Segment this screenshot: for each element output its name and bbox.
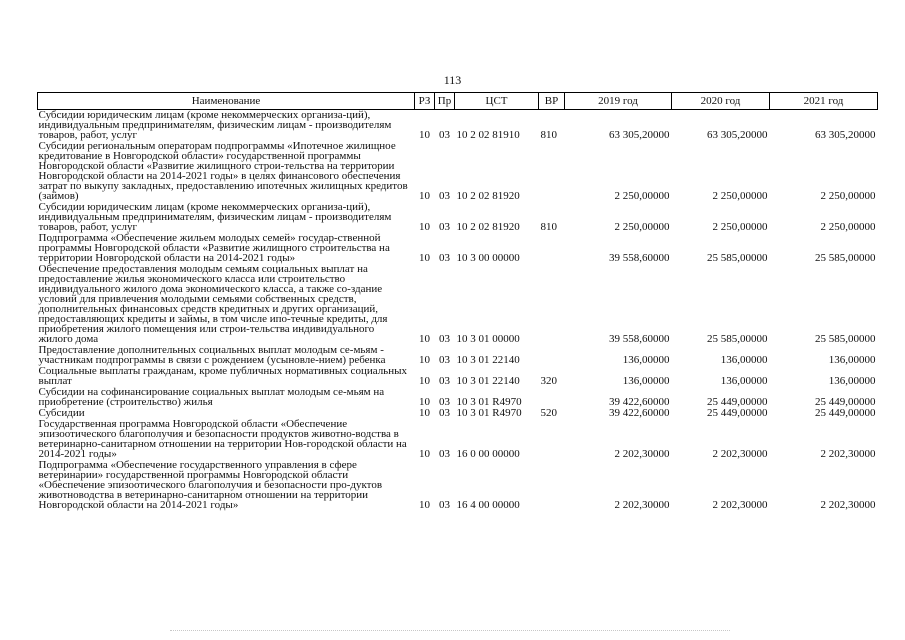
row-pr: 03 — [439, 252, 450, 264]
row-cst: 10 3 00 00000 — [456, 252, 520, 264]
table-header-row — [38, 93, 878, 110]
header-rz: РЗ — [415, 93, 435, 110]
row-pr: 03 — [439, 407, 450, 419]
header-cst: ЦСТ — [455, 93, 539, 110]
row-vr: 320 — [540, 375, 557, 387]
row-name: Предоставление дополнительных социальных выплат молодым се-мьям - участникам подпрограммы в связи с рождением (усыновле-нием) ребенка — [38, 344, 386, 366]
header-2020: 2020 год — [672, 93, 770, 110]
row-2021: 2 250,00000 — [820, 190, 876, 202]
row-pr: 03 — [439, 354, 450, 366]
scan-artifact-line — [170, 628, 730, 631]
row-vr — [539, 419, 565, 460]
table-row — [38, 366, 878, 387]
row-rz: 10 — [419, 499, 430, 511]
row-rz: 10 — [419, 252, 430, 264]
budget-table — [37, 92, 878, 511]
header-name: Наименование — [38, 93, 415, 110]
row-2021: 2 202,30000 — [820, 499, 876, 511]
row-2021: 25 449,00000 — [815, 407, 876, 419]
row-2019: 39 558,60000 — [609, 333, 670, 345]
row-pr: 03 — [439, 221, 450, 233]
table-row — [38, 264, 878, 345]
row-rz: 10 — [419, 221, 430, 233]
table-row — [38, 110, 878, 142]
row-pr: 03 — [439, 190, 450, 202]
row-rz: 10 — [419, 333, 430, 345]
table-row — [38, 460, 878, 511]
row-cst: 16 4 00 00000 — [456, 499, 520, 511]
row-name: Социальные выплаты гражданам, кроме публичных нормативных социальных выплат — [38, 365, 407, 387]
row-vr: 520 — [540, 407, 557, 419]
row-pr: 03 — [439, 396, 450, 408]
row-name: Подпрограмма «Обеспечение государственного управления в сфере ветеринарии» государственной программы Новгородской области «Обеспечение эпизоотического благополучия и безопасности про-дуктов животноводства в ветеринарно-санитарном отношении на территории Новгородской области на 2014-2021 годы» — [38, 459, 383, 511]
row-pr: 03 — [439, 448, 450, 460]
row-vr — [539, 264, 565, 345]
row-2019: 2 250,00000 — [614, 221, 670, 233]
row-2019: 136,00000 — [622, 375, 670, 387]
row-2019: 39 422,60000 — [609, 396, 670, 408]
row-vr — [539, 345, 565, 366]
row-2020: 25 585,00000 — [707, 252, 768, 264]
row-vr: 810 — [540, 129, 557, 141]
row-cst: 16 0 00 00000 — [456, 448, 520, 460]
row-2020: 63 305,20000 — [707, 129, 768, 141]
row-2020: 2 202,30000 — [712, 448, 768, 460]
row-2021: 136,00000 — [828, 375, 876, 387]
row-pr: 03 — [439, 333, 450, 345]
header-2021: 2021 год — [770, 93, 878, 110]
row-rz: 10 — [419, 396, 430, 408]
row-2020: 136,00000 — [720, 354, 768, 366]
header-2019: 2019 год — [565, 93, 672, 110]
row-vr — [539, 141, 565, 202]
row-2021: 2 250,00000 — [820, 221, 876, 233]
row-cst: 10 2 02 81910 — [456, 129, 520, 141]
row-2021: 25 585,00000 — [815, 333, 876, 345]
row-name: Субсидии юридическим лицам (кроме некоммерческих организа-ций), индивидуальным предпринимателям, физическим лицам - производителям товаров, работ, услуг — [38, 201, 392, 233]
row-name: Субсидии на софинансирование социальных выплат молодым се-мьям на приобретение (строительство) жилья — [38, 386, 385, 408]
row-name: Субсидии региональным операторам подпрограммы «Ипотечное жилищное кредитование в Новгородской области» государственной программы Новгородской области «Развитие жилищного строи-тельства на территории Новгородской области на 2014-2021 годы» в целях финансового обеспечения затрат по выкупу закладных, предоставлению ипотечных жилищных кредитов (займов) — [38, 140, 408, 202]
row-name: Субсидии юридическим лицам (кроме некоммерческих организа-ций), индивидуальным предпринимателям, физическим лицам - производителям товаров, работ, услуг — [38, 109, 392, 141]
row-name: Государственная программа Новгородской области «Обеспечение эпизоотического благополучия и безопасности продуктов животно-водства в ветеринарно-санитарном отношении на территории Нов-городской области на 2014-2021 годы» — [38, 418, 407, 460]
row-name: Подпрограмма «Обеспечение жильем молодых семей» государ-ственной программы Новгородской области «Развитие жилищного строительства на территории Новгородской области на 2014-2021 годы» — [38, 232, 390, 264]
row-cst: 10 3 01 00000 — [456, 333, 520, 345]
row-2021: 136,00000 — [828, 354, 876, 366]
row-rz: 10 — [419, 129, 430, 141]
row-2020: 25 449,00000 — [707, 407, 768, 419]
row-cst: 10 3 01 22140 — [456, 375, 520, 387]
row-rz: 10 — [419, 448, 430, 460]
row-2021: 25 585,00000 — [815, 252, 876, 264]
table-row — [38, 419, 878, 460]
row-pr: 03 — [439, 375, 450, 387]
row-rz: 10 — [419, 407, 430, 419]
row-2020: 25 449,00000 — [707, 396, 768, 408]
row-2019: 2 250,00000 — [614, 190, 670, 202]
row-vr — [539, 387, 565, 408]
row-2020: 136,00000 — [720, 375, 768, 387]
header-pr: Пр — [435, 93, 455, 110]
row-2019: 39 422,60000 — [609, 407, 670, 419]
row-2020: 2 250,00000 — [712, 190, 768, 202]
table-row — [38, 202, 878, 233]
row-cst: 10 3 01 22140 — [456, 354, 520, 366]
page-number: 113 — [443, 73, 462, 87]
row-name: Субсидии — [38, 407, 85, 419]
row-2021: 63 305,20000 — [815, 129, 876, 141]
row-cst: 10 3 01 R4970 — [456, 396, 522, 408]
row-rz: 10 — [419, 190, 430, 202]
row-pr: 03 — [439, 499, 450, 511]
table-row — [38, 387, 878, 408]
row-vr — [539, 460, 565, 511]
row-name: Обеспечение предоставления молодым семьям социальных выплат на предоставление жилья экономического класса или строительство индивидуального жилого дома экономического класса, а также со-здание условий для привлечения молодыми семьями собственных средств, дополнительных финансовых средств кредитных и других организаций, предоставляющих кредиты и займы, в том числе ипо-течные кредиты, для приобретения жилого помещения или строи-тельства индивидуального жилого дома — [38, 263, 388, 345]
row-vr — [539, 233, 565, 264]
row-2019: 136,00000 — [622, 354, 670, 366]
row-cst: 10 2 02 81920 — [456, 221, 520, 233]
row-2020: 2 202,30000 — [712, 499, 768, 511]
row-pr: 03 — [439, 129, 450, 141]
row-2020: 25 585,00000 — [707, 333, 768, 345]
row-2019: 2 202,30000 — [614, 448, 670, 460]
header-vr: ВР — [539, 93, 565, 110]
row-2020: 2 250,00000 — [712, 221, 768, 233]
table-row — [38, 233, 878, 264]
row-cst: 10 3 01 R4970 — [456, 407, 522, 419]
row-2019: 63 305,20000 — [609, 129, 670, 141]
row-2021: 25 449,00000 — [815, 396, 876, 408]
row-2021: 2 202,30000 — [820, 448, 876, 460]
table-row — [38, 345, 878, 366]
row-2019: 39 558,60000 — [609, 252, 670, 264]
row-vr: 810 — [540, 221, 557, 233]
row-rz: 10 — [419, 375, 430, 387]
table-row — [38, 141, 878, 202]
row-2019: 2 202,30000 — [614, 499, 670, 511]
row-cst: 10 2 02 81920 — [456, 190, 520, 202]
row-rz: 10 — [419, 354, 430, 366]
